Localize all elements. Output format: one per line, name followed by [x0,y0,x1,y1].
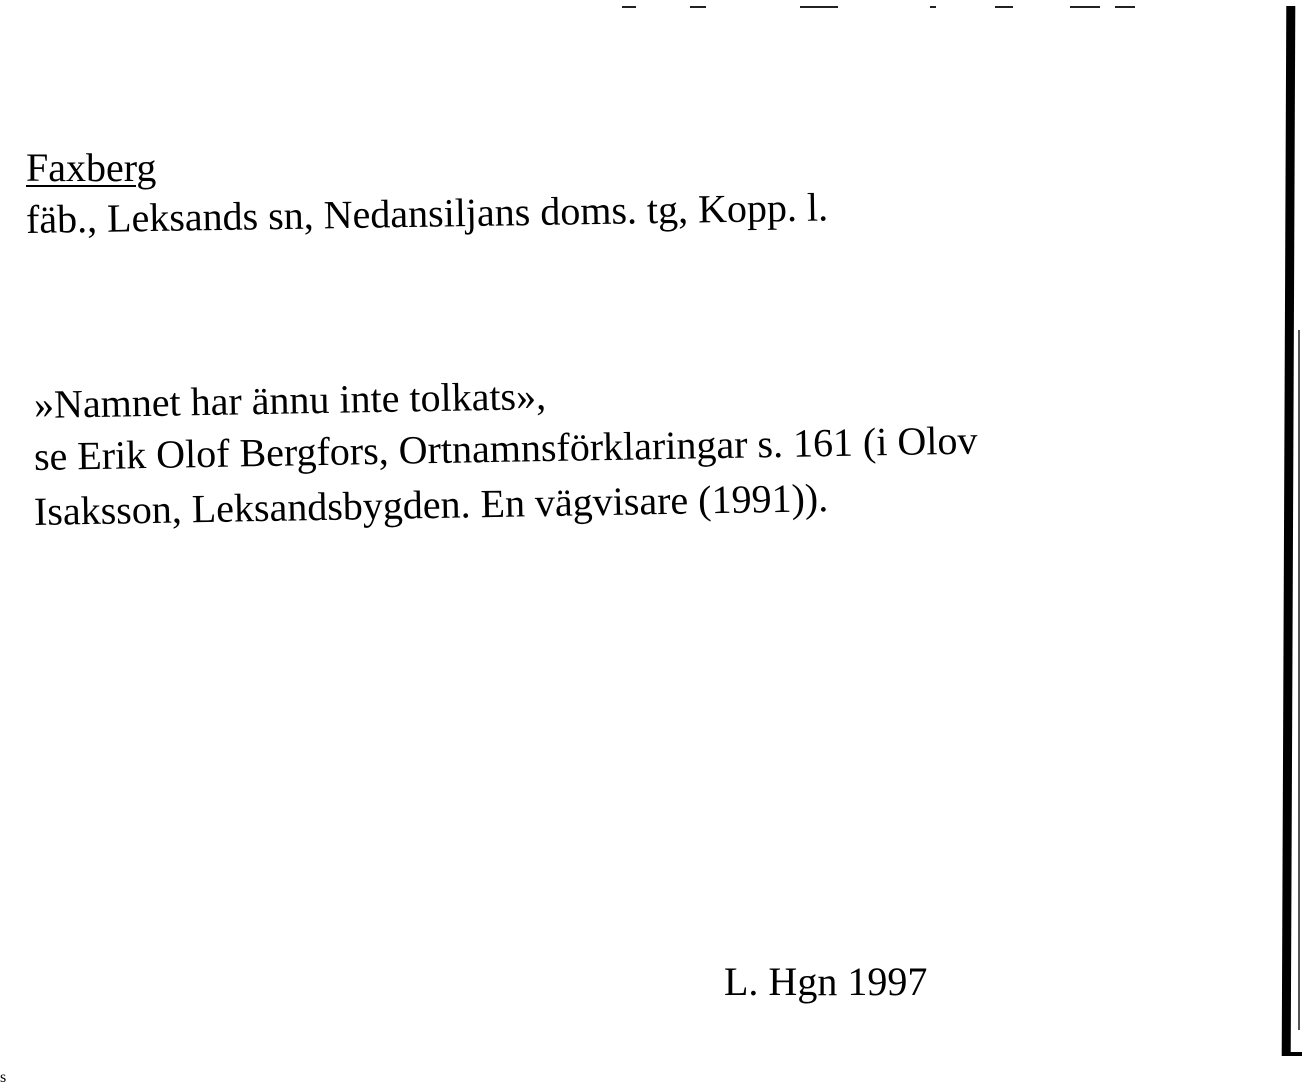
reference-line: Isaksson, Leksandsbygden. En vägvisare (1991)). [33,475,829,534]
scan-artifact-mark [800,6,838,8]
signature: L. Hgn 1997 [724,959,928,1004]
scan-artifact-mark [995,6,1013,8]
headword: Faxberg [26,145,157,190]
reference-line: se Erik Olof Bergfors, Ortnamnsförklaringar s. 161 (i Olov [33,417,978,479]
scan-artifact-mark [1070,6,1100,8]
card-right-edge-shadow [1298,330,1300,1030]
card-corner-mark [1288,1052,1302,1056]
place-description: fäb., Leksands sn, Nedansiljans doms. tg, Kopp. l. [25,184,829,242]
scan-artifact-mark [1115,6,1135,8]
scan-artifact-mark [622,6,636,8]
scan-artifact-mark [690,6,706,8]
scan-artifact-mark [930,6,936,8]
card-right-edge [1282,6,1296,1056]
quotation: »Namnet har ännu inte tolkats», [33,373,547,427]
corner-glyph: s [0,1069,7,1086]
